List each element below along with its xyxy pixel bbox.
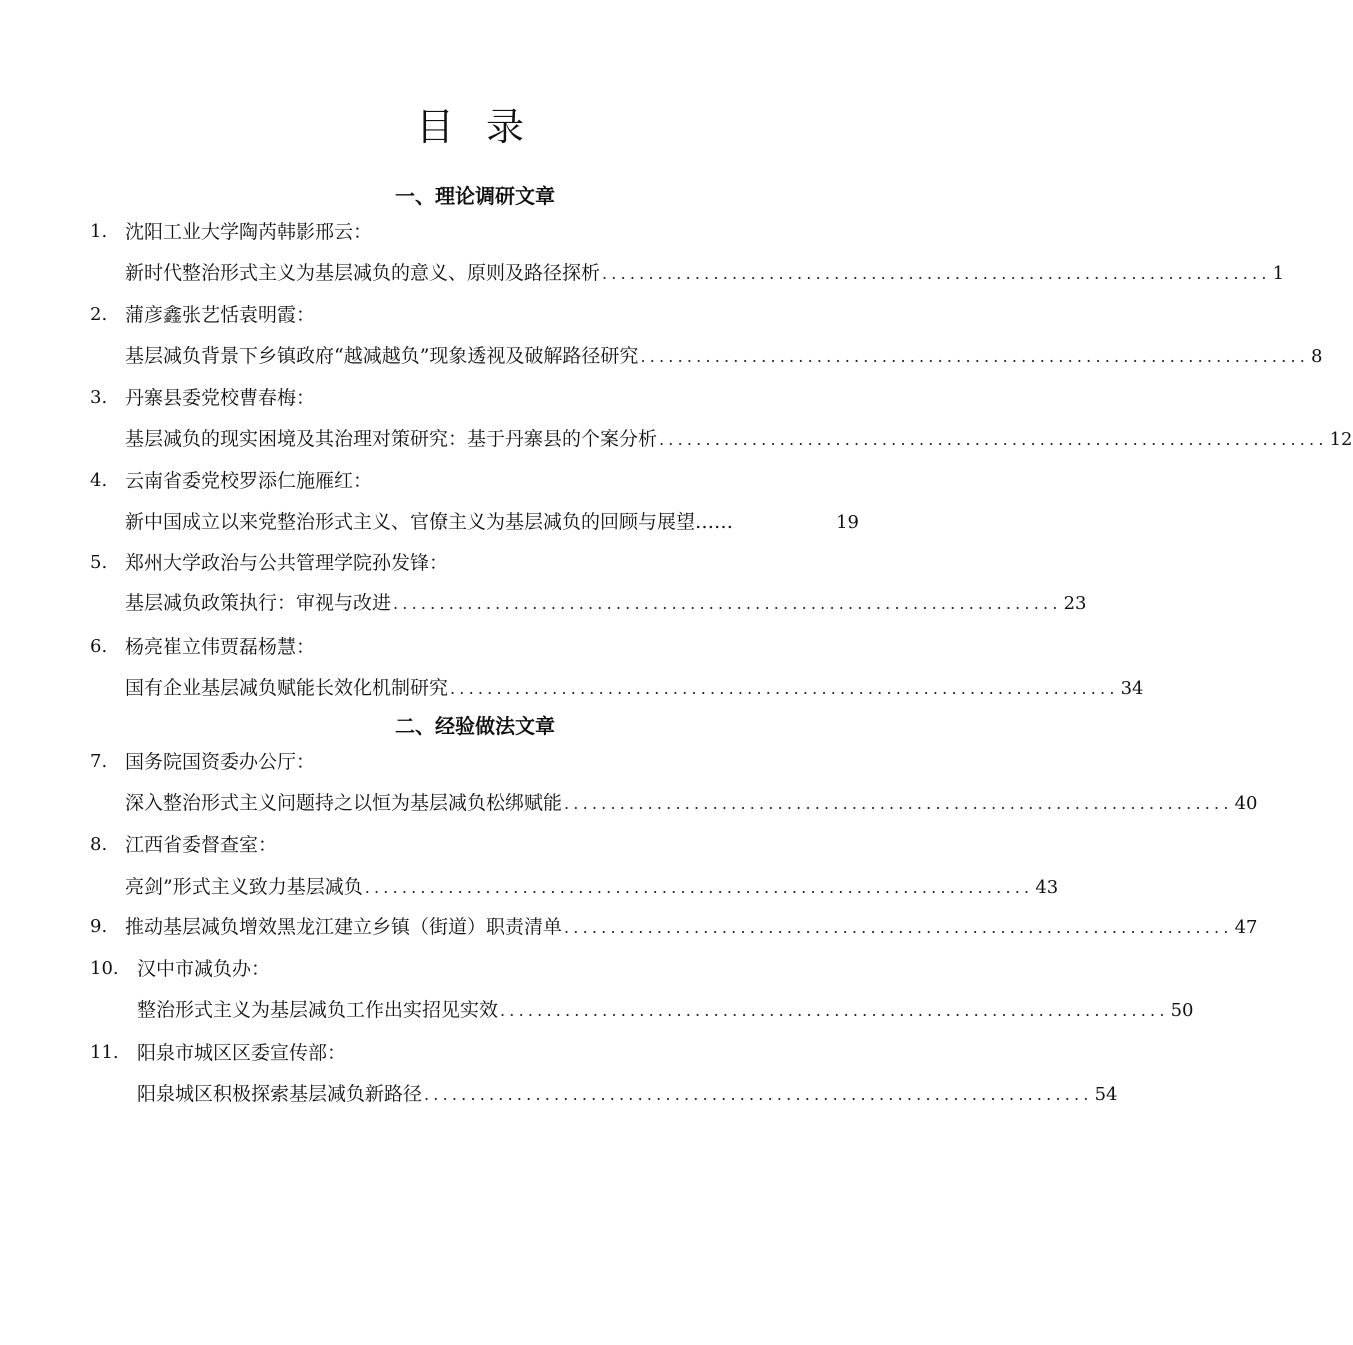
leader-dots: ........................................................................ [450, 679, 1119, 698]
toc-entry-link[interactable] [125, 873, 1059, 901]
entry-title: 基层减负的现实困境及其治理对策研究：基于丹寨县的个案分析 [125, 428, 658, 450]
entry-number: 1. [90, 221, 108, 242]
leader-dots: ........................................................................ [500, 1001, 1169, 1020]
entry-number: 7. [90, 751, 108, 772]
entry-number: 9. [90, 916, 108, 937]
entry-author: 沈阳工业大学陶芮韩影邢云： [125, 221, 373, 243]
toc-entry-author [90, 1039, 860, 1067]
entry-author: 汉中市减负办： [137, 958, 271, 980]
toc-entry-author [90, 955, 860, 983]
entry-number: 3. [90, 387, 108, 408]
entry-author: 江西省委督查室： [125, 834, 278, 856]
toc-entry-author [90, 633, 860, 661]
entry-title: 新时代整治形式主义为基层减负的意义、原则及路径探析 [125, 262, 601, 284]
leader-dots: ........................................................................ [364, 878, 1034, 897]
entry-title: 基层减负背景下乡镇政府“越减越负”现象透视及破解路径研究 [125, 345, 639, 367]
toc-entry-link[interactable] [125, 425, 1353, 453]
entry-author: 云南省委党校罗添仁施雁红： [125, 470, 373, 492]
entry-page: 12 [1329, 429, 1353, 450]
toc-entry-author [90, 301, 860, 329]
entry-number: 6. [90, 636, 108, 657]
entry-author: 蒲彦鑫张艺恬袁明霞： [125, 304, 316, 326]
toc-entry-author [90, 748, 860, 776]
entry-number: 10. [90, 958, 119, 979]
leader-dots: ........................................................................ [393, 594, 1062, 613]
entry-page: 23 [1063, 593, 1087, 614]
toc-entry-link[interactable] [137, 1080, 1118, 1108]
leader-dots: ........................................................................ [424, 1085, 1093, 1104]
entry-page: 40 [1234, 793, 1258, 814]
entry-title: 阳泉城区积极探索基层减负新路径 [137, 1083, 423, 1105]
entry-author: 阳泉市城区区委宣传部： [137, 1042, 347, 1064]
section-heading-experience: 二、经验做法文章 [395, 714, 555, 738]
toc-entry-author [90, 831, 860, 859]
leader-dots: ........................................................................ [564, 794, 1233, 813]
toc-entry-link[interactable] [125, 913, 1258, 941]
page-title: 目 录 [415, 105, 535, 149]
entry-page: 1 [1272, 263, 1285, 284]
entry-author: 国务院国资委办公厅： [125, 751, 316, 773]
entry-author: 丹寨县委党校曹春梅： [125, 387, 316, 409]
toc-entry-author [90, 384, 860, 412]
entry-page: 50 [1170, 1000, 1194, 1021]
toc-entry-link[interactable] [137, 996, 1194, 1024]
toc-entry-author [90, 549, 860, 577]
toc-entry-author [90, 218, 860, 246]
entry-page: 19 [836, 512, 859, 533]
entry-page: 47 [1234, 917, 1258, 938]
entry-title: 基层减负政策执行：审视与改进 [125, 592, 392, 614]
entry-title: 新中国成立以来党整治形式主义、官僚主义为基层减负的回顾与展望…… [125, 511, 734, 533]
leader-dots: ........................................................................ [640, 347, 1310, 366]
entry-number: 2. [90, 304, 108, 325]
entry-number: 5. [90, 552, 108, 573]
entry-number: 8. [90, 834, 108, 855]
entry-title: 国有企业基层减负赋能长效化机制研究 [125, 677, 449, 699]
leader-dots: ........................................................................ [564, 918, 1233, 937]
leader-dots: ........................................................................ [659, 430, 1328, 449]
entry-number: 11. [90, 1042, 119, 1063]
entry-page: 54 [1094, 1084, 1118, 1105]
entry-title: 深入整治形式主义问题持之以恒为基层减负松绑赋能 [125, 792, 563, 814]
entry-page: 34 [1120, 678, 1144, 699]
toc-entry-link[interactable] [125, 789, 1258, 817]
entry-title: 亮剑”形式主义致力基层减负 [125, 876, 363, 898]
toc-entry-number-row [90, 913, 120, 941]
entry-title: 整治形式主义为基层减负工作出实招见实效 [137, 999, 499, 1021]
entry-page: 8 [1311, 346, 1323, 367]
entry-author: 杨亮崔立伟贾磊杨慧： [125, 636, 316, 658]
toc-entry-author [90, 467, 860, 495]
toc-entry-link[interactable] [125, 259, 1285, 287]
entry-title: 推动基层减负增效黑龙江建立乡镇（街道）职责清单 [125, 916, 563, 938]
toc-entry-link[interactable] [125, 342, 1323, 370]
entry-author: 郑州大学政治与公共管理学院孙发锋： [125, 552, 449, 574]
entry-number: 4. [90, 470, 108, 491]
entry-page: 43 [1035, 877, 1059, 898]
toc-entry-link[interactable] [125, 508, 859, 536]
section-heading-theory: 一、理论调研文章 [395, 184, 555, 208]
toc-entry-link[interactable] [125, 674, 1144, 702]
leader-dots: ........................................................................ [602, 264, 1271, 283]
toc-entry-link[interactable] [125, 589, 1087, 617]
